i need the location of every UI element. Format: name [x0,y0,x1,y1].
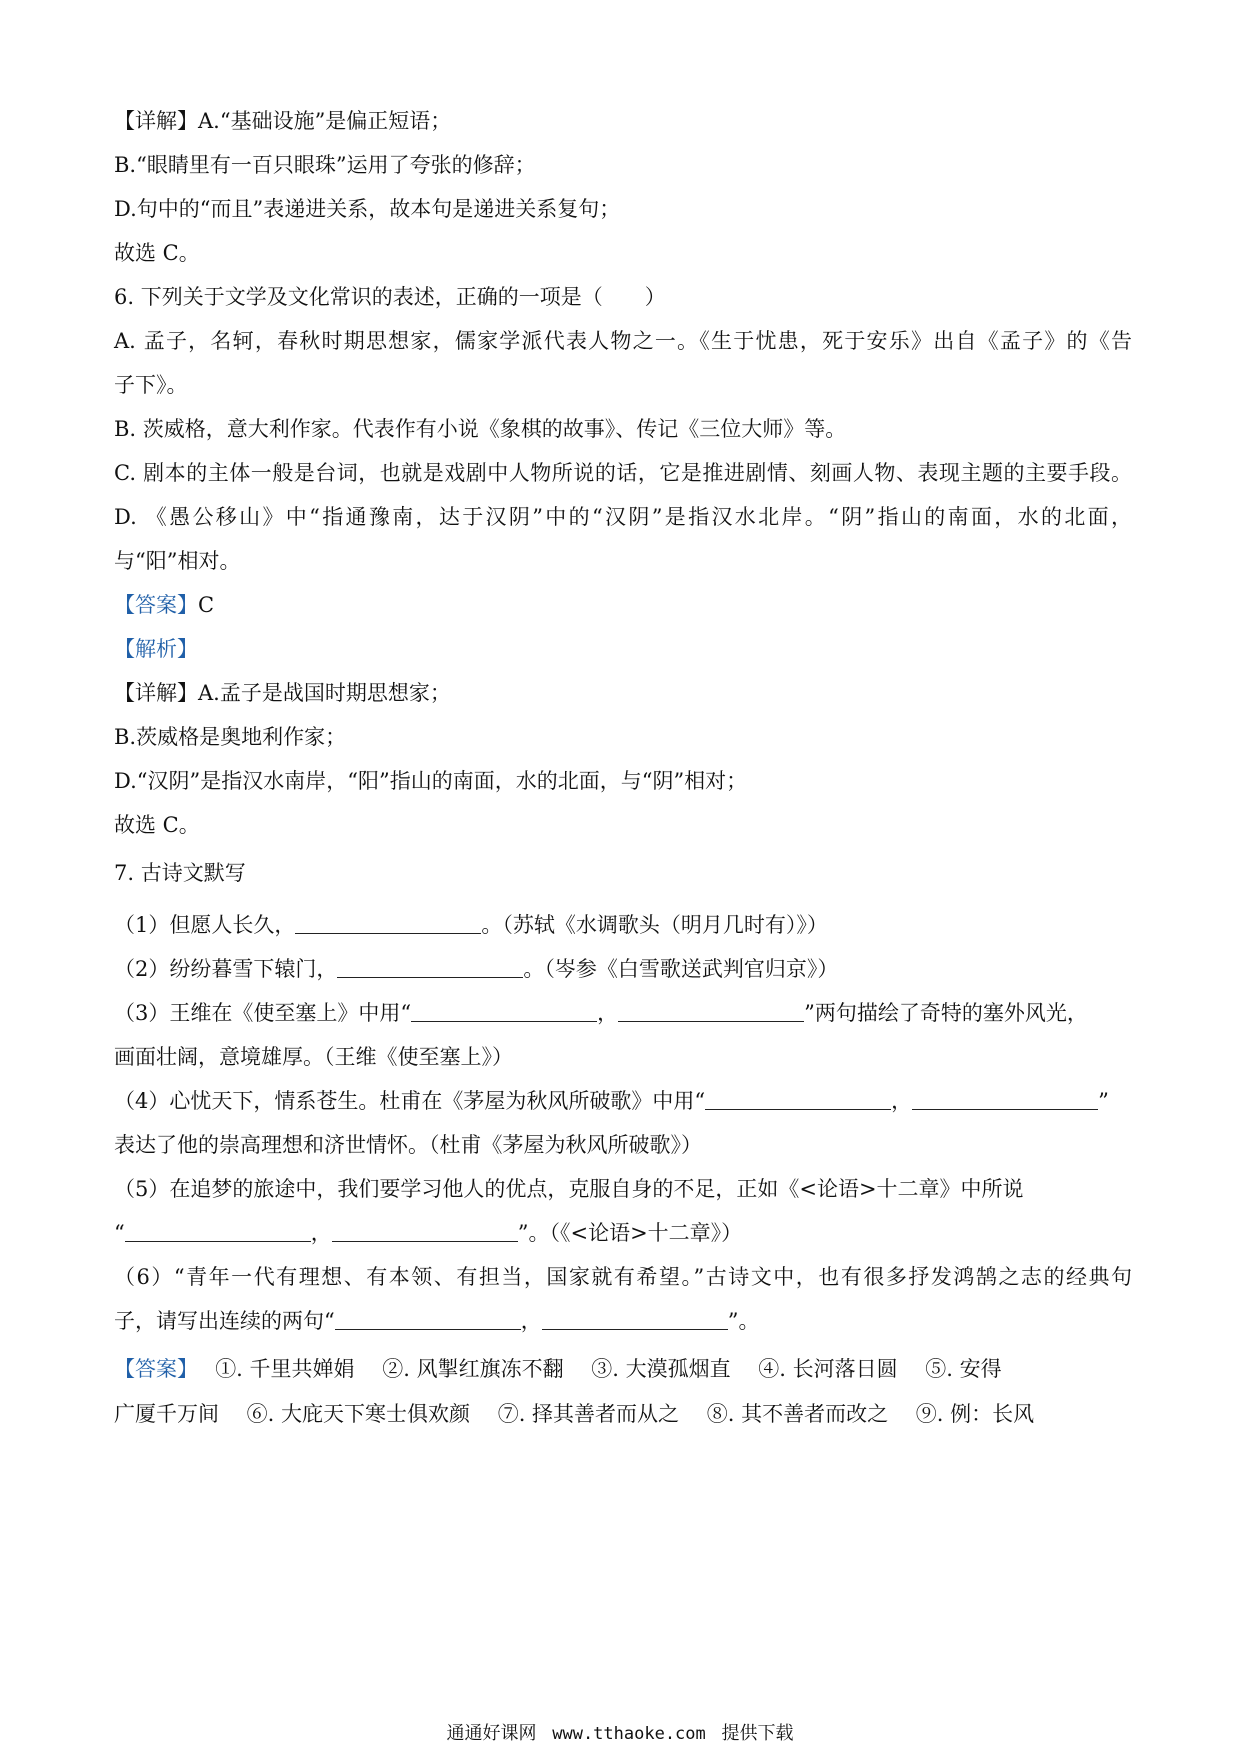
answer-blank[interactable] [337,957,523,978]
question-6-option-b: B. 茨威格，意大利作家。代表作有小说《象棋的故事》、传记《三位大师》等。 [114,417,847,441]
question-6-option-a-cont: 子下》。 [114,373,188,397]
item-text: （4）心忧天下，情系苍生。杜甫在《茅屋为秋风所破歌》中用“ [114,1089,706,1113]
answer-blank[interactable] [705,1089,891,1110]
question-7-item-3 [114,999,1134,1027]
detail-6-line-b: B.茨威格是奥地利作家； [114,725,347,749]
detail-6-line-d: D.“汉阴”是指汉水南岸，“阳”指山的南面，水的北面，与“阴”相对； [114,769,748,793]
question-6-title: 6. 下列关于文学及文化常识的表述，正确的一项是（ ） [114,285,666,309]
answer-blank[interactable] [332,1221,518,1242]
question-7-item-3-cont: 画面壮阔，意境雄厚。（王维《使至塞上》） [114,1045,513,1069]
detail-line-d: D.句中的“而且”表递进关系，故本句是递进关系复句； [114,197,621,221]
answer-blank[interactable] [295,913,481,934]
analysis-tag: 【解析】 [114,637,198,661]
answer-blank[interactable] [335,1309,521,1330]
question-7-item-5-cont [114,1219,1134,1247]
answer-values: ①. 千里共婵娟 ②. 风掣红旗冻不翻 ③. 大漠孤烟直 ④. 长河落日圆 ⑤. 安得 [215,1357,1002,1381]
answer-blank[interactable] [542,1309,728,1330]
answer-tag: 【答案】 [114,593,198,617]
question-6-option-d-cont: 与“阳”相对。 [114,549,241,573]
item-text: ”。 [727,1309,760,1333]
page-footer [0,1722,1240,1746]
detail-text: A.孟子是战国时期思想家； [198,681,451,705]
detail-tag: 【详解】 [114,109,198,133]
question-7-item-5: （5）在追梦的旅途中，我们要学习他人的优点，克服自身的不足，正如《<论语>十二章》中所说 [114,1177,1024,1201]
item-text: ， [891,1089,913,1113]
conclusion-6-line: 故选 C。 [114,813,200,837]
question-7-item-4 [114,1087,1134,1115]
answer-7-line-cont: 广厦千万间 ⑥. 大庇天下寒士俱欢颜 ⑦. 择其善者而从之 ⑧. 其不善者而改之 ⑨. 例：长风 [114,1402,1035,1426]
answer-6-line [114,591,1134,619]
item-text: 。（岑参《白雪歌送武判官归京》） [523,957,839,981]
question-6-option-d: D. 《愚公移山》中“指通豫南，达于汉阴”中的“汉阴”是指汉水北岸。“阴”指山的南面，水的北面， [114,505,1132,529]
question-6-option-c: C. 剧本的主体一般是台词，也就是戏剧中人物所说的话，它是推进剧情、刻画人物、表现主题的主要手段。 [114,461,1132,485]
detail-tag: 【详解】 [114,681,198,705]
item-text: ， [310,1221,332,1245]
question-7-item-6-cont [114,1307,1134,1335]
answer-7-line [114,1355,1134,1383]
detail-text: A.“基础设施”是偏正短语； [198,109,452,133]
answer-blank[interactable] [411,1001,597,1022]
item-text: ， [597,1001,619,1025]
item-text: ”两句描绘了奇特的塞外风光， [804,1001,1088,1025]
item-text: （2）纷纷暮雪下辕门， [114,957,338,981]
question-7-item-4-cont: 表达了他的崇高理想和济世情怀。（杜甫《茅屋为秋风所破歌》） [114,1133,702,1157]
item-text: ” [1098,1089,1109,1113]
footer-url[interactable]: www.tthaoke.com [552,1724,706,1744]
question-7-item-2 [114,955,1134,983]
conclusion-line: 故选 C。 [114,241,200,265]
detail-line-b: B.“眼睛里有一百只眼珠”运用了夸张的修辞； [114,153,536,177]
answer-value: C [198,593,215,617]
answer-blank[interactable] [618,1001,804,1022]
analysis-tag-line [114,635,1134,663]
question-7-title: 7. 古诗文默写 [114,861,246,885]
detail-line [114,107,1134,135]
question-6-option-a: A. 孟子，名轲，春秋时期思想家，儒家学派代表人物之一。《生于忧患，死于安乐》出自《孟子》的《告 [114,329,1132,353]
item-text: （1）但愿人长久， [114,913,296,937]
item-text: “ [114,1221,125,1245]
item-text: ， [520,1309,542,1333]
answer-blank[interactable] [125,1221,311,1242]
item-text: ”。（《<论语>十二章》） [517,1221,743,1245]
item-text: 子，请写出连续的两句“ [114,1309,335,1333]
item-text: （3）王维在《使至塞上》中用“ [114,1001,412,1025]
question-7-item-6: （6）“青年一代有理想、有本领、有担当，国家就有希望。”古诗文中，也有很多抒发鸿鹄之志的经典句 [114,1265,1132,1289]
detail-6-line [114,679,1134,707]
question-7-item-1 [114,911,1134,939]
answer-blank[interactable] [912,1089,1098,1110]
item-text: 。（苏轼《水调歌头（明月几时有）》） [481,913,828,937]
footer-site-name: 通通好课网 [446,1723,537,1744]
footer-download-text: 提供下载 [721,1723,794,1744]
answer-tag: 【答案】 [114,1357,188,1381]
